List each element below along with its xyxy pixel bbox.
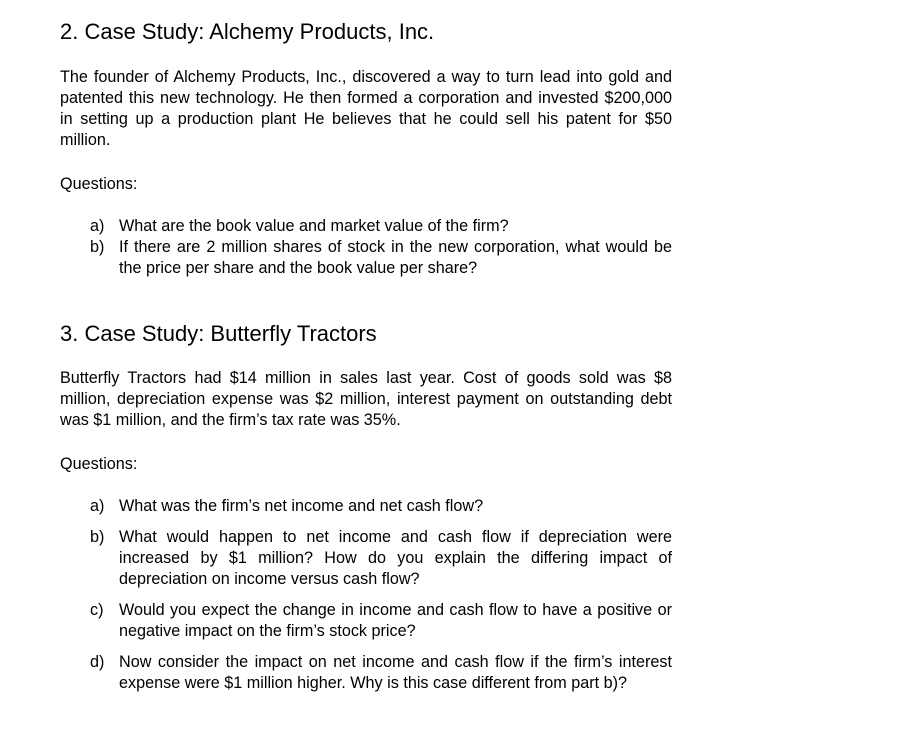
case2-question-b xyxy=(90,237,672,279)
case2-question-a xyxy=(90,216,672,237)
question-text: What would happen to net income and cash flow if depreciation were increased by $1 million? How do you explain the differing impact of depreciation on income versus cash flow? xyxy=(119,528,672,588)
question-text: What was the firm’s net income and net cash flow? xyxy=(119,497,484,515)
case3-question-c xyxy=(90,600,672,642)
question-marker: d) xyxy=(90,653,105,671)
question-marker: b) xyxy=(90,528,105,546)
case2-question-list xyxy=(90,216,672,279)
case2-questions-label: Questions: xyxy=(60,175,138,193)
case2-paragraph: The founder of Alchemy Products, Inc., discovered a way to turn lead into gold and patented this new technology. He then formed a corporation and invested $200,000 in setting up a production plant He believes that he could sell his patent for $50 million. xyxy=(60,68,672,149)
case3-paragraph: Butterfly Tractors had $14 million in sales last year. Cost of goods sold was $8 million, depreciation expense was $2 million, interest payment on outstanding debt was $1 million, and the firm’s tax rate was 35%. xyxy=(60,369,672,429)
case3-question-list xyxy=(90,496,672,694)
question-text: What are the book value and market value of the firm? xyxy=(119,217,509,235)
case3-title: 3. Case Study: Butterfly Tractors xyxy=(60,321,377,346)
case3-questions-label: Questions: xyxy=(60,455,138,473)
question-text: If there are 2 million shares of stock in the new corporation, what would be the price per share and the book value per share? xyxy=(119,238,672,277)
question-text: Would you expect the change in income and cash flow to have a positive or negative impact on the firm’s stock price? xyxy=(119,601,672,640)
case2-title: 2. Case Study: Alchemy Products, Inc. xyxy=(60,19,435,44)
question-marker: a) xyxy=(90,217,105,235)
question-marker: b) xyxy=(90,238,105,256)
question-marker: c) xyxy=(90,601,104,619)
question-text: Now consider the impact on net income and cash flow if the firm’s interest expense were $1 million higher. Why is this case different from part b)? xyxy=(119,653,672,692)
case3-question-d xyxy=(90,652,672,694)
question-marker: a) xyxy=(90,497,105,515)
case3-question-b xyxy=(90,527,672,590)
case3-question-a xyxy=(90,496,672,517)
